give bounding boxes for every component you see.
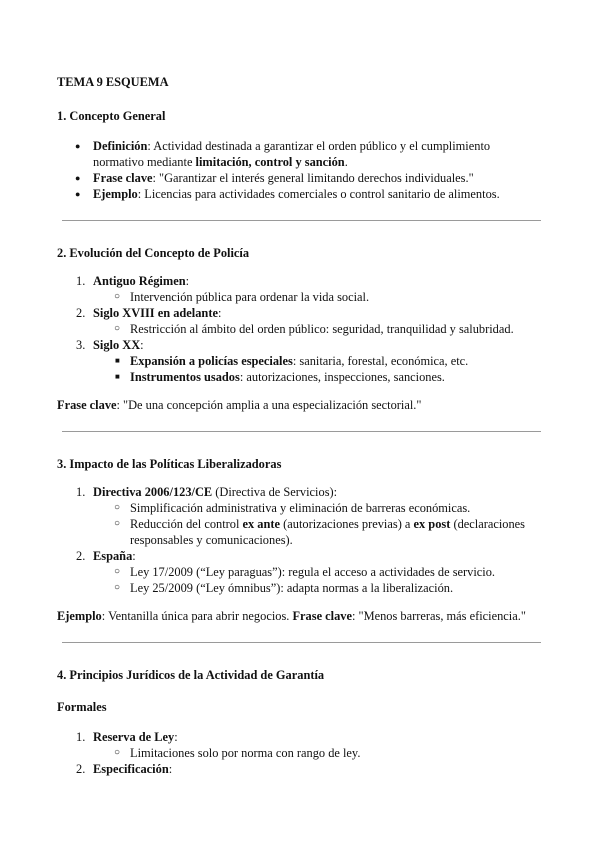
section-4-list	[57, 729, 540, 777]
sub-item: ○ Intervención pública para ordenar la vida social.	[57, 289, 540, 305]
sub-item: ○ Simplificación administrativa y eliminación de barreras económicas.	[57, 500, 540, 516]
list-item: 3. Siglo XX: ■ Expansión a policías especiales: sanitaria, forestal, económica, etc. ■ Instrumentos usados: autorizaciones, inspecciones, sanciones.	[57, 337, 540, 385]
divider	[62, 642, 541, 643]
sub-item: ○ Ley 25/2009 (“Ley ómnibus”): adapta normas a la liberalización.	[57, 580, 540, 596]
section-1-list	[57, 138, 540, 202]
sub-item: ○ Limitaciones solo por norma con rango de ley.	[57, 745, 540, 761]
list-item: 1. Reserva de Ley: ○ Limitaciones solo por norma con rango de ley.	[57, 729, 540, 761]
divider	[62, 220, 541, 221]
list-item: 2. Siglo XVIII en adelante: ○ Restricción al ámbito del orden público: seguridad, tranquilidad y salubridad.	[57, 305, 540, 337]
sub-item: ■ Expansión a policías especiales: sanitaria, forestal, económica, etc.	[57, 353, 540, 369]
section-1-title: 1. Concepto General	[57, 109, 166, 123]
sub-item: ○ Ley 17/2009 (“Ley paraguas”): regula el acceso a actividades de servicio.	[57, 564, 540, 580]
section-3-title: 3. Impacto de las Políticas Liberalizadoras	[57, 457, 282, 471]
section-2-list	[57, 273, 540, 385]
section-4-title: 4. Principios Jurídicos de la Actividad de Garantía	[57, 668, 325, 682]
list-item: ● Frase clave: "Garantizar el interés general limitando derechos individuales."	[57, 170, 540, 186]
key-phrase: Frase clave: "De una concepción amplia a una especialización sectorial."	[57, 398, 422, 412]
sub-item: ○ Restricción al ámbito del orden público: seguridad, tranquilidad y salubridad.	[57, 321, 540, 337]
divider	[62, 431, 541, 432]
list-item: 2. España: ○ Ley 17/2009 (“Ley paraguas”): regula el acceso a actividades de servicio. ○ Ley 25/2009 (“Ley ómnibus”): adapta normas a la liberalización.	[57, 548, 540, 596]
list-item: ● Ejemplo: Licencias para actividades comerciales o control sanitario de alimentos.	[57, 186, 540, 202]
list-item: ● Definición: Actividad destinada a garantizar el orden público y el cumplimiento normativo mediante limitación, control y sanción.	[57, 138, 540, 170]
document-title: TEMA 9 ESQUEMA	[57, 75, 169, 89]
section-3-list	[57, 484, 540, 596]
list-item: 1. Antiguo Régimen: ○ Intervención pública para ordenar la vida social.	[57, 273, 540, 305]
example-key-phrase: Ejemplo: Ventanilla única para abrir negocios. Frase clave: "Menos barreras, más eficiencia."	[57, 609, 526, 623]
sub-item: ■ Instrumentos usados: autorizaciones, inspecciones, sanciones.	[57, 369, 540, 385]
list-item: 1. Directiva 2006/123/CE (Directiva de Servicios): ○ Simplificación administrativa y eliminación de barreras económicas. ○ Reducción del control ex ante (autorizaciones previas) a ex post (declaraciones responsables y comunicaciones).	[57, 484, 540, 548]
section-2-title: 2. Evolución del Concepto de Policía	[57, 246, 250, 260]
list-item: 2. Especificación:	[76, 762, 173, 776]
sub-item: ○ Reducción del control ex ante (autorizaciones previas) a ex post (declaraciones responsables y comunicaciones).	[57, 516, 540, 548]
section-4-subtitle: Formales	[57, 700, 107, 714]
